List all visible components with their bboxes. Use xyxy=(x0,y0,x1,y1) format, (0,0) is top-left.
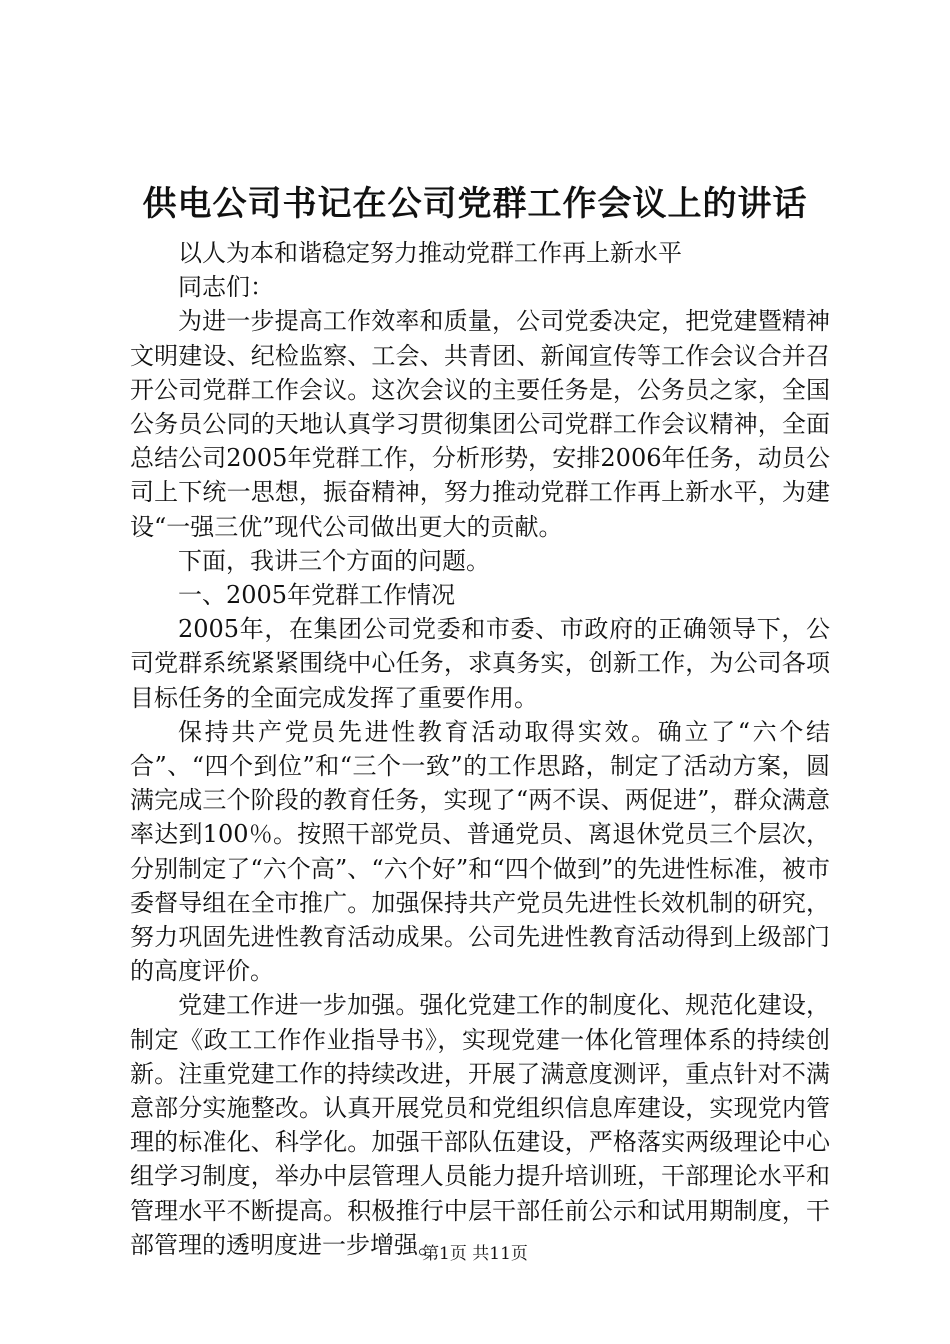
body-paragraph: 2005年，在集团公司党委和市委、市政府的正确领导下，公司党群系统紧紧围绕中心任务，求真务实，创新工作，为公司各项目标任务的全面完成发挥了重要作用。 xyxy=(130,615,830,712)
document-body xyxy=(130,236,830,1262)
body-paragraph: 为进一步提高工作效率和质量，公司党委决定，把党建暨精神文明建设、纪检监察、工会、共青团、新闻宣传等工作会议合并召开公司党群工作会议。这次会议的主要任务是，公务员之家，全国公务员公同的天地认真学习贯彻集团公司党群工作会议精神，全面总结公司2005年党群工作，分析形势，安排2006年任务，动员公司上下统一思想，振奋精神，努力推动党群工作再上新水平，为建设“一强三优”现代公司做出更大的贡献。 xyxy=(130,307,830,541)
salutation-paragraph: 同志们： xyxy=(178,273,274,302)
section-heading: 一、2005年党群工作情况 xyxy=(178,581,456,610)
body-paragraph: 保持共产党员先进性教育活动取得实效。确立了“六个结合”、“四个到位”和“三个一致”的工作思路，制定了活动方案，圆满完成三个阶段的教育任务，实现了“两不误、两促进”，群众满意率达到100％。按照干部党员、普通党员、离退休党员三个层次，分别制定了“六个高”、“六个好”和“四个做到”的先进性标准，被市委督导组在全市推广。加强保持共产党员先进性长效机制的研究，努力巩固先进性教育活动成果。公司先进性教育活动得到上级部门的高度评价。 xyxy=(130,717,830,986)
page-number-footer: 第1页 共11页 xyxy=(422,1244,528,1264)
body-paragraph: 党建工作进一步加强。强化党建工作的制度化、规范化建设，制定《政工工作作业指导书》，实现党建一体化管理体系的持续创新。注重党建工作的持续改进，开展了满意度测评，重点针对不满意部分实施整改。认真开展党员和党组织信息库建设，实现党内管理的标准化、科学化。加强干部队伍建设，严格落实两级理论中心组学习制度，举办中层管理人员能力提升培训班，干部理论水平和管理水平不断提高。积极推行中层干部任前公示和试用期制度，干部管理的透明度进一步增强。 xyxy=(130,991,830,1259)
document-title: 供电公司书记在公司党群工作会议上的讲话 xyxy=(142,184,808,224)
subtitle-paragraph: 以人为本和谐稳定努力推动党群工作再上新水平 xyxy=(178,239,682,267)
body-paragraph: 下面，我讲三个方面的问题。 xyxy=(178,546,490,575)
